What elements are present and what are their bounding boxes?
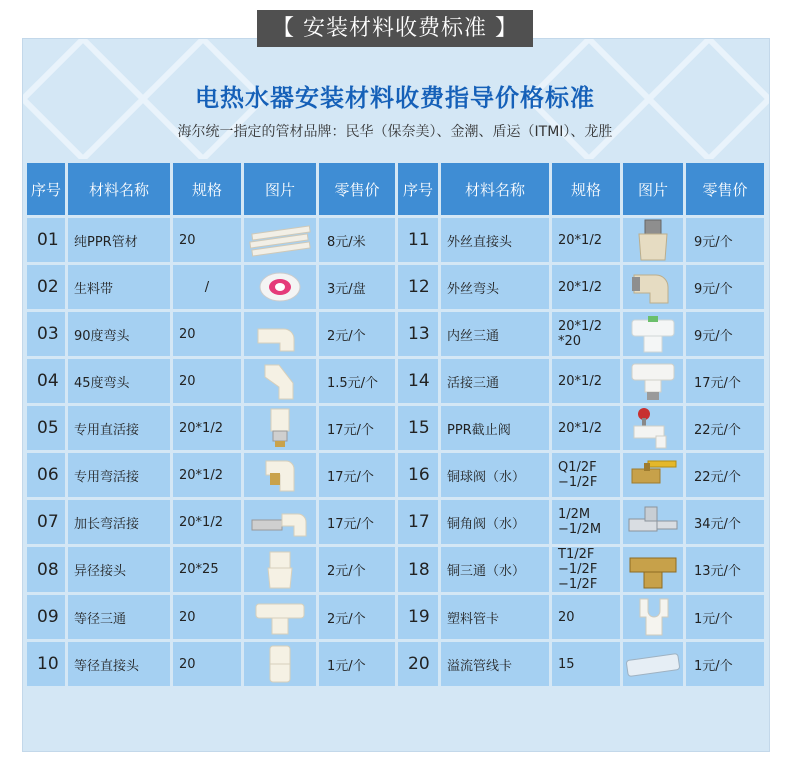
item-no: 15 xyxy=(398,406,438,450)
stop-valve-icon xyxy=(623,406,683,450)
item-no: 16 xyxy=(398,453,438,497)
item-price: 2元/个 xyxy=(319,547,395,592)
table-row xyxy=(27,642,764,686)
header-name-right: 材料名称 xyxy=(441,163,549,215)
header-image-right: 图片 xyxy=(623,163,683,215)
item-spec: 20*1/2 xyxy=(552,265,620,309)
item-spec: 20*1/2 xyxy=(173,500,241,544)
item-name: 溢流管线卡 xyxy=(441,642,549,686)
table-row xyxy=(27,453,764,497)
item-spec: 20*1/2 *20 xyxy=(552,312,620,356)
item-image xyxy=(623,218,683,262)
ball-valve-icon xyxy=(623,455,683,495)
item-spec: 20*1/2 xyxy=(173,406,241,450)
item-price: 2元/个 xyxy=(319,312,395,356)
item-no: 08 xyxy=(27,547,65,592)
item-image xyxy=(623,359,683,403)
item-image xyxy=(244,359,316,403)
table-row xyxy=(27,406,764,450)
header-no-right: 序号 xyxy=(398,163,438,215)
item-spec: T1/2F −1/2F −1/2F xyxy=(552,547,620,592)
item-price: 9元/个 xyxy=(686,218,764,262)
table-row xyxy=(27,312,764,356)
table-row xyxy=(27,500,764,544)
item-price: 8元/米 xyxy=(319,218,395,262)
item-name: 外丝弯头 xyxy=(441,265,549,309)
item-image xyxy=(244,500,316,544)
item-spec: 1/2M −1/2M xyxy=(552,500,620,544)
item-no: 17 xyxy=(398,500,438,544)
item-spec: 20 xyxy=(552,595,620,639)
long-elbow-union-icon xyxy=(244,504,316,540)
item-no: 10 xyxy=(27,642,65,686)
item-price: 2元/个 xyxy=(319,595,395,639)
item-name: 铜三通（水） xyxy=(441,547,549,592)
item-price: 3元/盘 xyxy=(319,265,395,309)
coupling-icon xyxy=(244,644,316,684)
item-spec: 20*1/2 xyxy=(552,406,620,450)
pipe-clip-icon xyxy=(623,595,683,639)
item-name: 45度弯头 xyxy=(68,359,170,403)
table-header-row xyxy=(27,163,764,215)
item-image xyxy=(623,406,683,450)
item-name: 加长弯活接 xyxy=(68,500,170,544)
item-image xyxy=(244,453,316,497)
item-no: 09 xyxy=(27,595,65,639)
item-name: 铜球阀（水） xyxy=(441,453,549,497)
male-thread-elbow-icon xyxy=(623,267,683,307)
reducer-icon xyxy=(244,550,316,590)
table-row xyxy=(27,265,764,309)
banner-title: 【 安装材料收费标准 】 xyxy=(257,10,533,47)
item-spec: 20*1/2 xyxy=(173,453,241,497)
ppr-pipe-icon xyxy=(244,222,316,258)
male-thread-coupling-icon xyxy=(623,218,683,262)
item-image xyxy=(623,595,683,639)
item-no: 05 xyxy=(27,406,65,450)
item-name: 等径三通 xyxy=(68,595,170,639)
item-price: 17元/个 xyxy=(319,453,395,497)
item-no: 20 xyxy=(398,642,438,686)
item-price: 13元/个 xyxy=(686,547,764,592)
item-name: PPR截止阀 xyxy=(441,406,549,450)
item-no: 07 xyxy=(27,500,65,544)
item-image xyxy=(244,312,316,356)
item-price: 1元/个 xyxy=(319,642,395,686)
item-image xyxy=(244,218,316,262)
item-name: 塑料管卡 xyxy=(441,595,549,639)
tee-icon xyxy=(244,598,316,636)
item-spec: 20*25 xyxy=(173,547,241,592)
item-image xyxy=(244,642,316,686)
item-spec: Q1/2F −1/2F xyxy=(552,453,620,497)
item-image xyxy=(244,547,316,592)
item-name: 90度弯头 xyxy=(68,312,170,356)
table-row xyxy=(27,547,764,592)
item-no: 19 xyxy=(398,595,438,639)
item-no: 12 xyxy=(398,265,438,309)
item-image xyxy=(623,265,683,309)
item-image xyxy=(623,453,683,497)
item-price: 1元/个 xyxy=(686,595,764,639)
item-no: 01 xyxy=(27,218,65,262)
item-spec: / xyxy=(173,265,241,309)
item-name: 等径直接头 xyxy=(68,642,170,686)
item-name: 专用直活接 xyxy=(68,406,170,450)
page-title: 电热水器安装材料收费指导价格标准 xyxy=(195,84,595,112)
header-price-right: 零售价 xyxy=(686,163,764,215)
table-row xyxy=(27,595,764,639)
female-thread-tee-icon xyxy=(623,314,683,354)
header-spec-right: 规格 xyxy=(552,163,620,215)
item-spec: 20 xyxy=(173,595,241,639)
item-spec: 20*1/2 xyxy=(552,359,620,403)
item-name: 铜角阀（水） xyxy=(441,500,549,544)
brand-subtitle: 海尔统一指定的管材品牌：民华（保奈美）、金潮、盾运（ITMI）、龙胜 xyxy=(177,124,613,140)
item-price: 34元/个 xyxy=(686,500,764,544)
item-spec: 20 xyxy=(173,359,241,403)
brass-tee-icon xyxy=(623,550,683,590)
item-no: 06 xyxy=(27,453,65,497)
item-spec: 20 xyxy=(173,218,241,262)
item-price: 17元/个 xyxy=(686,359,764,403)
header-price: 零售价 xyxy=(319,163,395,215)
item-name: 内丝三通 xyxy=(441,312,549,356)
item-price: 9元/个 xyxy=(686,312,764,356)
item-name: 专用弯活接 xyxy=(68,453,170,497)
elbow-union-icon xyxy=(244,455,316,495)
item-no: 18 xyxy=(398,547,438,592)
angle-valve-icon xyxy=(623,503,683,541)
item-name: 活接三通 xyxy=(441,359,549,403)
item-no: 04 xyxy=(27,359,65,403)
union-tee-icon xyxy=(623,360,683,402)
table-row xyxy=(27,359,764,403)
item-image xyxy=(623,547,683,592)
item-image xyxy=(244,595,316,639)
item-image xyxy=(623,312,683,356)
item-spec: 20 xyxy=(173,312,241,356)
item-spec: 15 xyxy=(552,642,620,686)
item-image xyxy=(623,642,683,686)
header-image: 图片 xyxy=(244,163,316,215)
item-no: 11 xyxy=(398,218,438,262)
item-spec: 20*1/2 xyxy=(552,218,620,262)
item-price: 9元/个 xyxy=(686,265,764,309)
item-image xyxy=(244,265,316,309)
header-no: 序号 xyxy=(27,163,65,215)
price-table xyxy=(24,160,767,689)
item-no: 03 xyxy=(27,312,65,356)
header-name: 材料名称 xyxy=(68,163,170,215)
item-name: 外丝直接头 xyxy=(441,218,549,262)
item-no: 13 xyxy=(398,312,438,356)
elbow-90-icon xyxy=(244,315,316,353)
item-name: 纯PPR管材 xyxy=(68,218,170,262)
table-body xyxy=(27,218,764,686)
item-price: 1元/个 xyxy=(686,642,764,686)
item-no: 02 xyxy=(27,265,65,309)
item-name: 异径接头 xyxy=(68,547,170,592)
item-no: 14 xyxy=(398,359,438,403)
item-price: 17元/个 xyxy=(319,406,395,450)
item-spec: 20 xyxy=(173,642,241,686)
item-price: 22元/个 xyxy=(686,453,764,497)
header-spec: 规格 xyxy=(173,163,241,215)
sealing-tape-icon xyxy=(244,269,316,305)
straight-union-icon xyxy=(244,407,316,449)
item-price: 1.5元/个 xyxy=(319,359,395,403)
table-row xyxy=(27,218,764,262)
overflow-clip-icon xyxy=(623,647,683,681)
elbow-45-icon xyxy=(244,361,316,401)
item-price: 22元/个 xyxy=(686,406,764,450)
item-image xyxy=(244,406,316,450)
item-name: 生料带 xyxy=(68,265,170,309)
item-image xyxy=(623,500,683,544)
item-price: 17元/个 xyxy=(319,500,395,544)
